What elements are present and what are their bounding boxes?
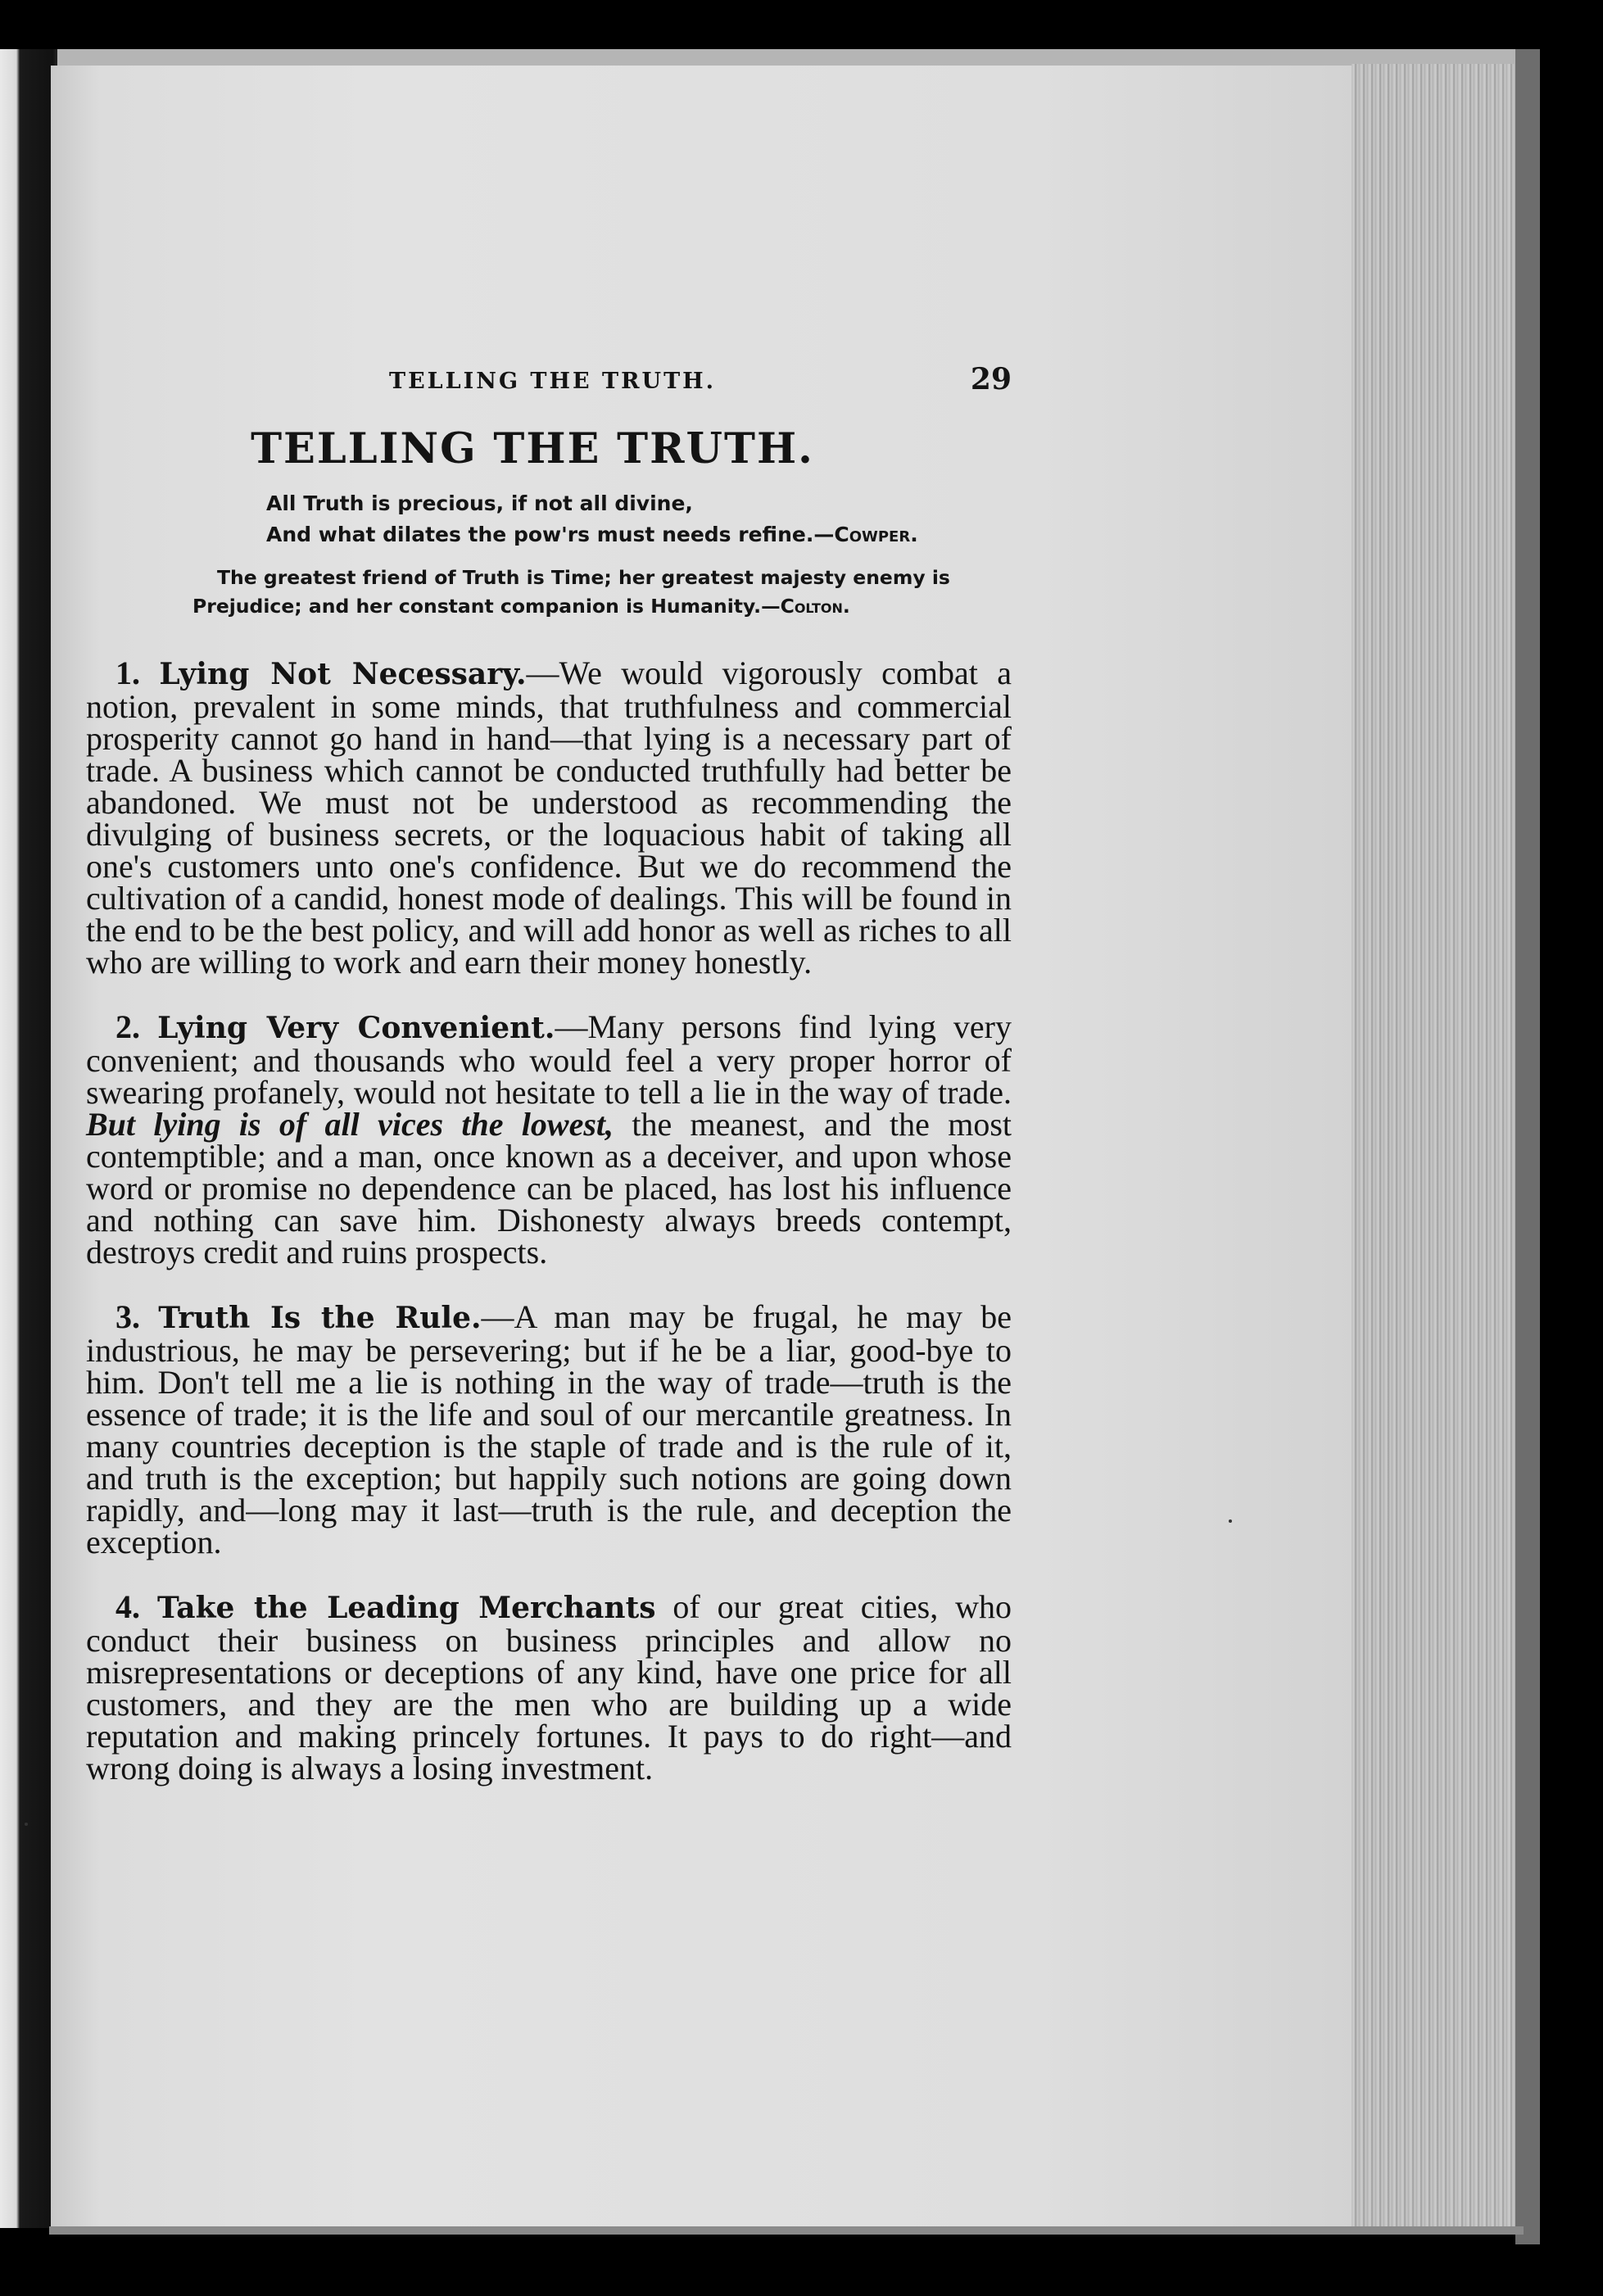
epigraph-prose-text: The greatest friend of Truth is Time; her greatest majesty enemy is Prejudice; and her constant companion is Humanity. [192, 566, 950, 618]
book-cover-edge [1515, 49, 1540, 2244]
section-emphasis: But lying is of all vices the lowest, [86, 1106, 614, 1143]
section-number: 4. [115, 1588, 140, 1625]
section-heading: Truth Is the Rule. [158, 1301, 482, 1335]
section-number: 1. [115, 654, 140, 691]
epigraph-verse-line-2: And what dilates the pow'rs must needs refine. [266, 523, 814, 546]
section-number: 2. [115, 1008, 140, 1045]
section-2 [86, 1008, 1012, 1270]
section-body: of our great cities, who conduct their business on business principles and allow no misrepresentations or deceptions of any kind, have one price for all customers, and they are the men who are building up a wide reputation and making princely fortunes. It pays to do right—and wrong doing is always a losing investment. [86, 1588, 1012, 1787]
running-head [86, 360, 1012, 410]
section-body-continued: the meanest, and the most contemptible; and a man, once known as a deceiver, and upon whose word or promise no dependence can be placed, has lost his influence and nothing can save him. Dishonesty always breeds contempt, destroys credit and ruins prospects. [86, 1106, 1012, 1270]
section-heading: Take the Leading Merchants [156, 1591, 656, 1625]
page-number: 29 [970, 362, 1012, 396]
section-body: —We would vigorously combat a notion, prevalent in some minds, that truthfulness and commercial prosperity cannot go hand in hand—that lying is a necessary part of trade. A business which cannot be conducted truthfully had better be abandoned. We must not be understood as recommending the divulging of business secrets, or the loquacious habit of taking all one's customers unto one's confidence. But we do recommend the cultivation of a candid, honest mode of dealings. This will be found in the end to be the best policy, and will add honor as well as riches to all who are willing to work and earn their money honestly. [86, 654, 1012, 980]
sections [86, 654, 1012, 1787]
epigraph-verse-line-1: All Truth is precious, if not all divine, [266, 491, 693, 515]
section-body: —Many persons find lying very convenient; and thousands who would feel a very proper horror of swearing profanely, would not hesitate to tell a lie in the way of trade. [86, 1008, 1012, 1111]
running-head-title: TELLING THE TRUTH. [389, 369, 717, 394]
chapter-title: TELLING THE TRUTH. [251, 424, 814, 473]
epigraph-prose-attribution: —Colton. [761, 595, 850, 618]
section-body: —A man may be frugal, he may be industrious, he may be persevering; but if he be a liar, good-bye to him. Don't tell me a lie is nothing in the way of trade—truth is the essence of trade; it is the life and soul of our mercantile greatness. In many countries deception is the staple of trade and is the rule of it, and truth is the exception; but happily such notions are going down rapidly, and—long may it last—truth is the rule, and deception the exception. [86, 1298, 1012, 1560]
page-stack-edges [1352, 64, 1515, 2226]
section-1 [86, 654, 1012, 980]
scan-speck [25, 1823, 28, 1826]
epigraph-verse-attribution: —Cowper. [813, 523, 918, 546]
scan-speck [1229, 1519, 1232, 1523]
section-3 [86, 1298, 1012, 1560]
page-top-edge [49, 49, 1524, 67]
epigraph-verse [266, 488, 1012, 550]
section-number: 3. [115, 1298, 140, 1335]
epigraph-prose [192, 564, 1012, 621]
left-page-edge [0, 49, 57, 2228]
section-heading: Lying Very Convenient. [157, 1011, 555, 1045]
section-heading: Lying Not Necessary. [159, 657, 527, 691]
section-4 [86, 1588, 1012, 1787]
page-bottom-edge [49, 2226, 1524, 2235]
page-text [86, 360, 1012, 1807]
